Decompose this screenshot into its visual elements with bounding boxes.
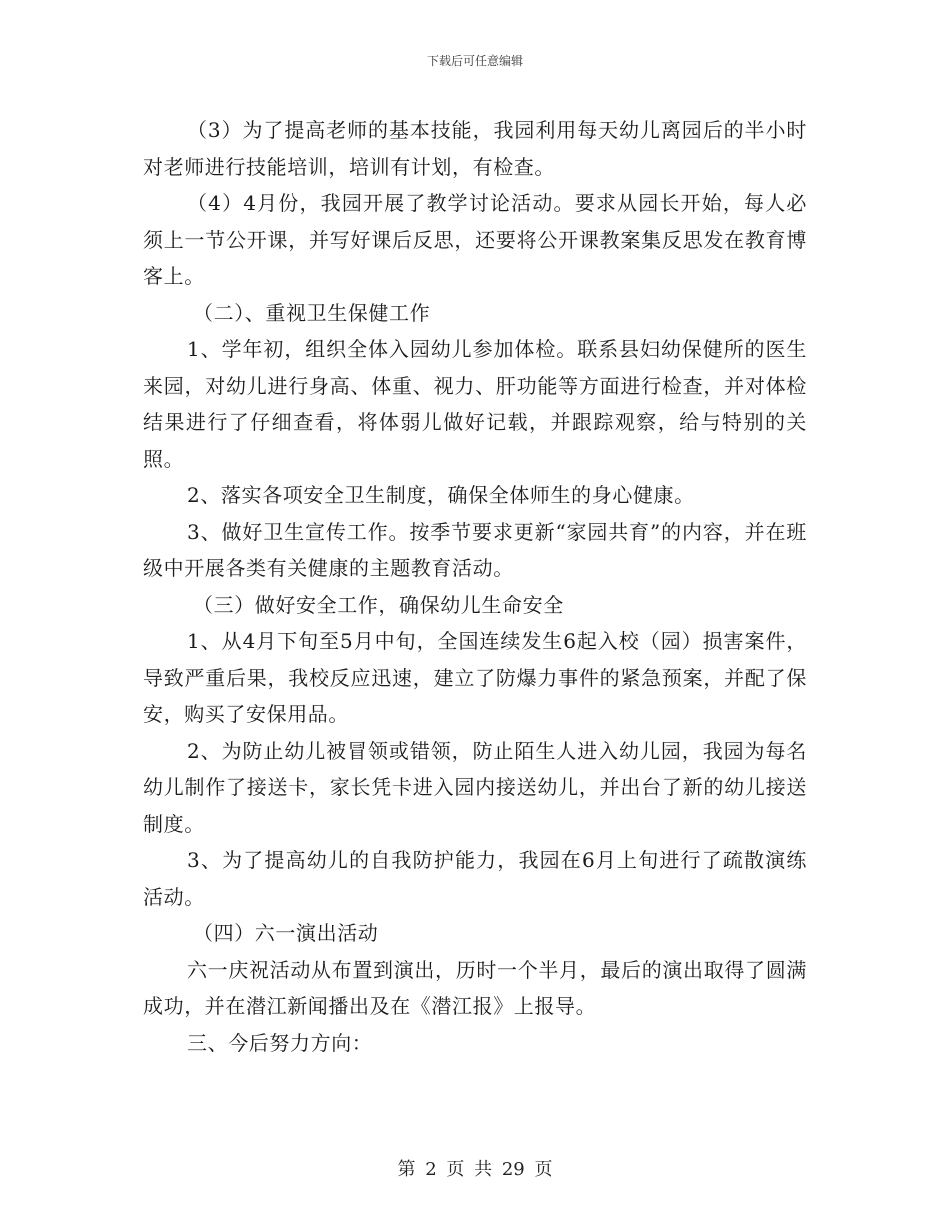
paragraph-pickup-card: 2、为防止幼儿被冒领或错领，防止陌生人进入幼儿园，我园为每名幼儿制作了接送卡，家长凭卡进入园内接送幼儿，并出台了新的幼儿接送制度。 — [143, 738, 807, 836]
paragraph-safety-hygiene-rules: 2、落实各项安全卫生制度，确保全体师生的身心健康。 — [187, 483, 695, 507]
section-heading-future-direction: 三、今后努力方向： — [187, 1030, 373, 1055]
paragraph-health-checkup: 1、学年初，组织全体入园幼儿参加体检。联系县妇幼保健所的医生来园，对幼儿进行身高、体重、视力、肝功能等方面进行检查，并对体检结果进行了仔细查看，将体弱儿做好记载，并跟踪观察，给与特别的关照。 — [143, 337, 807, 471]
section-heading-safety: （三）做好安全工作，确保幼儿生命安全 — [193, 592, 564, 617]
page-header: 下载后可任意编辑 — [426, 54, 523, 68]
paragraph-teaching-discussion: （4）4月份，我园开展了教学讨论活动。要求从园长开始，每人必须上一节公开课，并写好课后反思，还要将公开课教案集反思发在教育博客上。 — [143, 191, 807, 288]
paragraph-security-measures: 1、从4月下旬至5月中旬，全国连续发生6起入校（园）损害案件，导致严重后果，我校反应迅速，建立了防爆力事件的紧急预案，并配了保安，购买了安保用品。 — [143, 629, 807, 726]
paragraph-evacuation-drill: 3、为了提高幼儿的自我防护能力，我园在6月上旬进行了疏散演练活动。 — [143, 848, 807, 909]
section-heading-performance: （四）六一演出活动 — [193, 921, 379, 945]
page-footer: 第 2 页 共 29 页 — [397, 1159, 553, 1180]
paragraph-teacher-training: （3）为了提高老师的基本技能，我园利用每天幼儿离园后的半小时对老师进行技能培训，培训有计划，有检查。 — [143, 118, 807, 179]
paragraph-childrens-day: 六一庆祝活动从布置到演出，历时一个半月，最后的演出取得了圆满成功，并在潜江新闻播出及在《潜江报》上报导。 — [143, 957, 807, 1018]
document-body — [143, 112, 807, 1061]
section-heading-health: （二）、重视卫生保健工作 — [193, 300, 431, 325]
paragraph-health-promotion: 3、做好卫生宣传工作。按季节要求更新“家园共育”的内容，并在班级中开展各类有关健康的主题教育活动。 — [143, 519, 807, 580]
